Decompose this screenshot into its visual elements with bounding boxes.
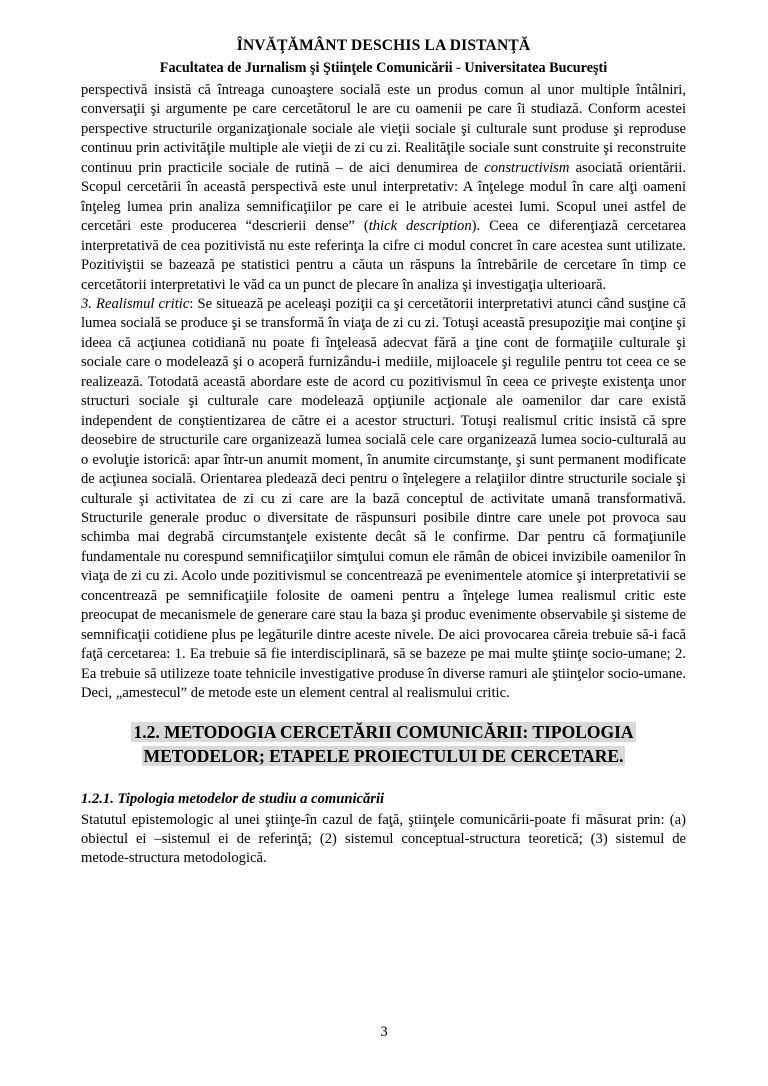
emphasis-constructivism: constructivism bbox=[484, 159, 570, 176]
section-heading-line1: 1.2. METODOGIA CERCETĂRII COMUNICĂRII: TIPOLOGIA bbox=[133, 721, 634, 742]
section-heading-line2: METODELOR; ETAPELE PROIECTULUI DE CERCETARE. bbox=[143, 745, 624, 766]
paragraph-text: ). Ceea ce diferenţiază cercetarea interpretativă de cea pozitivistă nu este referinţa la cifre ci modul concret în care acestea sunt utilizate. Pozitiviştii se bazează pe statistici pentru a căuta un răspuns la întrebările de cercetare în timp ce cercetătorii interpretativi le văd ca un punct de plecare în analiza şi investigaţia ulterioară. bbox=[81, 218, 686, 293]
page-content bbox=[81, 36, 686, 869]
paragraph-epistemology: Statutul epistemologic al unei ştiinţe-în cazul de faţă, ştiinţele comunicării-poate fi măsurat prin: (a) obiectul ei –sistemul ei de referinţă; (2) sistemul conceptual-structura teoretică; (3) sistemul de metode-structura metodologică. bbox=[81, 811, 686, 867]
paragraph-text: : Se situează pe aceleaşi poziţii ca şi cercetătorii interpretativi atunci când susţine că lumea socială se produce şi se transformă în viaţa de zi cu zi. Totuşi această presupoziţie mai conţine şi ideea că acţiunea cotidiană nu poate fi înţeleasă adecvat fără a ţine cont de formaţiile culturale şi sociale care o modelează şi o acoperă furnizându-i mediile, mijloacele şi regulile pentru tot ceea ce se realizează. Totodată această abordare este de acord cu pozitivismul în ceea ce priveşte existenţa unor structuri sociale şi culturale care modelează opţiunile acţionale ale oamenilor dar care există independent de conştientizarea de către ei a acestor structuri. Totuşi realismul critic insistă că spre deosebire de structurile care organizează lumea socială cele care organizează lumea socio-culturală au o evoluţie istorică: apar într-un anumit moment, în anumite circumstanţe, şi sunt permanent modificate de acţiunea socială. Orientarea pledează deci pentru o înţelegere a relaţiilor dintre structurile sociale şi culturale şi activitatea de zi cu zi care are la bază conceptul de activitate umană transformativă. Structurile generale produc o diversitate de răspunsuri posibile dintre care unele pot provoca sau schimba mai degrabă circumstanţele existente decât să le confirme. Dar pentru că formaţiunile fundamentale nu corespund semnificaţiilor simţului comun ele rămân de obicei invizibile oamenilor în viaţa de zi cu zi. Acolo unde pozitivismul se concentrează pe evenimentele atomice şi interpretativii se concentrează pe semnificaţiile folosite de oameni pentru a înţelege lumea realismul critic este preocupat de mecanismele de generare care stau la baza şi produc evenimente observabile şi sisteme de semnificaţii cotidiene plus pe legăturile dintre aceste nivele. De aici provocarea căreia trebuie să-i facă faţă cercetarea: 1. Ea trebuie să fie interdisciplinară, să se bazeze pe mai multe ştiinţe socio-umane; 2. Ea trebuie să utilizeze toate tehnicile investigative produse în diverse ramuri ale ştiinţelor socio-umane. Deci, „amestecul” de metode este un element central al realismului critic. bbox=[81, 295, 686, 702]
document-body bbox=[81, 81, 686, 869]
paragraph-text: asociată orientării. Scopul cercetării în această perspectivă este unul interpretativ: A înţelege modul în care alţi oameni înţeleg lumea prin analiza semnificaţiilor pe care ei le atribuie acestei lumi. Scopul unei astfel de cercetări este producerea “descrierii dense” ( bbox=[81, 159, 687, 235]
section-heading bbox=[110, 720, 658, 768]
paragraph-constructivism bbox=[81, 81, 686, 295]
subsection-heading: 1.2.1. Tipologia metodelor de studiu a comunicării bbox=[81, 790, 385, 807]
page-number: 3 bbox=[380, 1024, 388, 1040]
paragraph-text: perspectivă insistă că întreaga cunoaştere socială este un produs comun al unor multiple întâlniri, conversaţii şi argumente pe care cercetătorul le are cu oamenii pe care îi studiază. Conform acestei perspective structurile organizaţionale sociale ale vieţii sociale şi culturale sunt produse şi reproduse continuu prin activităţile multiple ale vieţii de zi cu zi. Realităţile sociale sunt construite şi reconstruite continuu prin practicile sociale de rutină – de aici denumirea de bbox=[81, 82, 686, 176]
paragraph-critical-realism bbox=[81, 295, 686, 704]
label-critical-realism: 3. Realismul critic bbox=[81, 295, 190, 312]
header-title: ÎNVĂŢĂMÂNT DESCHIS LA DISTANŢĂ bbox=[236, 37, 531, 54]
emphasis-thick-description: thick description bbox=[368, 218, 472, 235]
header-subtitle: Facultatea de Jurnalism şi Ştiinţele Comunicării - Universitatea Bucureşti bbox=[159, 60, 608, 76]
